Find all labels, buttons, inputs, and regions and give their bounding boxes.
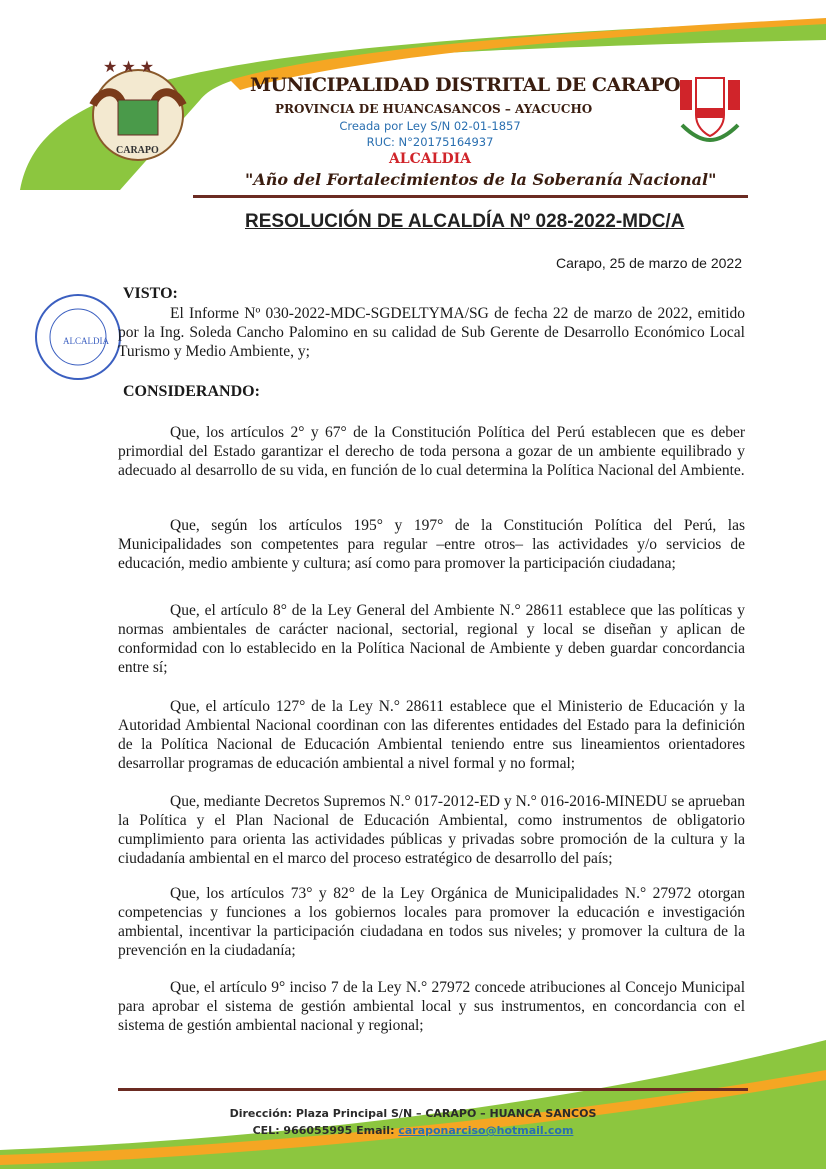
municipality-name: MUNICIPALIDAD DISTRITAL DE CARAPO	[250, 74, 681, 96]
considerando-paragraph	[118, 697, 745, 773]
peru-coat-of-arms	[672, 70, 748, 150]
footer-contact	[0, 1124, 826, 1137]
municipal-logo	[78, 50, 198, 165]
considerando-paragraph	[118, 792, 745, 868]
visto-text: El Informe Nº 030-2022-MDC-SGDELTYMA/SG de fecha 22 de marzo de 2022, emitido por la Ing. Soleda Cancho Palomino en su calidad de Sub Gerente de Desarrollo Económico Local Turismo y Medio Ambiente, y;	[118, 305, 745, 360]
ruc-number: RUC: N°20175164937	[366, 135, 494, 149]
visto-heading: VISTO:	[123, 285, 178, 302]
svg-text:CARAPO: CARAPO	[116, 145, 159, 156]
province-name: PROVINCIA DE HUANCASANCOS – AYACUCHO	[275, 102, 593, 116]
header-divider	[193, 195, 748, 198]
paragraph-text: Que, el artículo 127° de la Ley N.° 28611 establece que el Ministerio de Educación y la Autoridad Ambiental Nacional coordinan con las diferentes entidades del Estado para la definición de la Política Nacional de Educación Ambiental teniendo entre sus lineamientos orientadores desarrollar programas de educación ambiental a nivel formal y no formal;	[118, 698, 745, 772]
paragraph-text: Que, el artículo 9° inciso 7 de la Ley N.° 27972 concede atribuciones al Concejo Municipal para aprobar el sistema de gestión ambiental local y sus instrumentos, en concordancia con el sistema de gestión ambiental nacional y regional;	[118, 979, 745, 1034]
footer-email-link[interactable]: caraponarciso@hotmail.com	[398, 1124, 574, 1137]
considerando-paragraph	[118, 516, 745, 573]
considerando-paragraph	[118, 978, 745, 1035]
footer-address: Dirección: Plaza Principal S/N – CARAPO – HUANCA SANCOS	[229, 1107, 597, 1120]
svg-text:ALCALDIA: ALCALDIA	[63, 336, 109, 346]
paragraph-text: Que, mediante Decretos Supremos N.° 017-2012-ED y N.° 016-2016-MINEDU se aprueban la Política y el Plan Nacional de Educación Ambiental, como instrumentos de obligatorio cumplimiento para orienta las actividades públicas y privadas sobre promoción de la cultura y la ciudadanía ambiental en el marco del proceso estratégico de desarrollo del país;	[118, 793, 745, 867]
resolution-title: RESOLUCIÓN DE ALCALDÍA Nº 028-2022-MDC/A	[245, 211, 685, 232]
considerando-heading: CONSIDERANDO:	[123, 383, 260, 400]
paragraph-text: Que, el artículo 8° de la Ley General del Ambiente N.° 28611 establece que las políticas y normas ambientales de carácter nacional, sectorial, regional y local se diseñan y aplican de conformidad con lo establecido en la Política Nacional de Ambiente y deben guardar concordancia entre sí;	[118, 602, 745, 676]
office-label: ALCALDIA	[388, 151, 472, 167]
considerando-paragraph	[118, 884, 745, 960]
paragraph-text: Que, los artículos 2° y 67° de la Constitución Política del Perú establecen que es deber primordial del Estado garantizar el derecho de toda persona a gozar de un ambiente equilibrado y adecuado al desarrollo de su vida, en función de lo cual determina la Política Nacional del Ambiente.	[118, 424, 745, 479]
paragraph-text: Que, según los artículos 195° y 197° de la Constitución Política del Perú, las Municipalidades son competentes para regular –entre otros– las actividades y/o servicios de educación, medio ambiente y cultura; así como para promover la participación ciudadana;	[118, 517, 745, 572]
official-stamp	[33, 292, 123, 382]
footer-phone: CEL: 966055995 Email:	[252, 1124, 399, 1137]
visto-paragraph	[118, 304, 745, 361]
considerando-paragraph	[118, 601, 745, 677]
document-date: Carapo, 25 de marzo de 2022	[555, 255, 742, 271]
svg-text:★ ★ ★: ★ ★ ★	[103, 59, 155, 76]
year-motto: "Año del Fortalecimientos de la Soberanía Nacional"	[245, 170, 717, 189]
footer-swoosh	[0, 1030, 826, 1169]
paragraph-text: Que, los artículos 73° y 82° de la Ley Orgánica de Municipalidades N.° 27972 otorgan competencias y funciones a los gobiernos locales para promover la educación e investigación ambiental, incentivar la participación ciudadana en todos sus niveles; y promover la cultura de la prevención en la ciudadanía;	[118, 885, 745, 959]
considerando-paragraph	[118, 423, 745, 480]
creation-law: Creada por Ley S/N 02-01-1857	[339, 119, 521, 133]
